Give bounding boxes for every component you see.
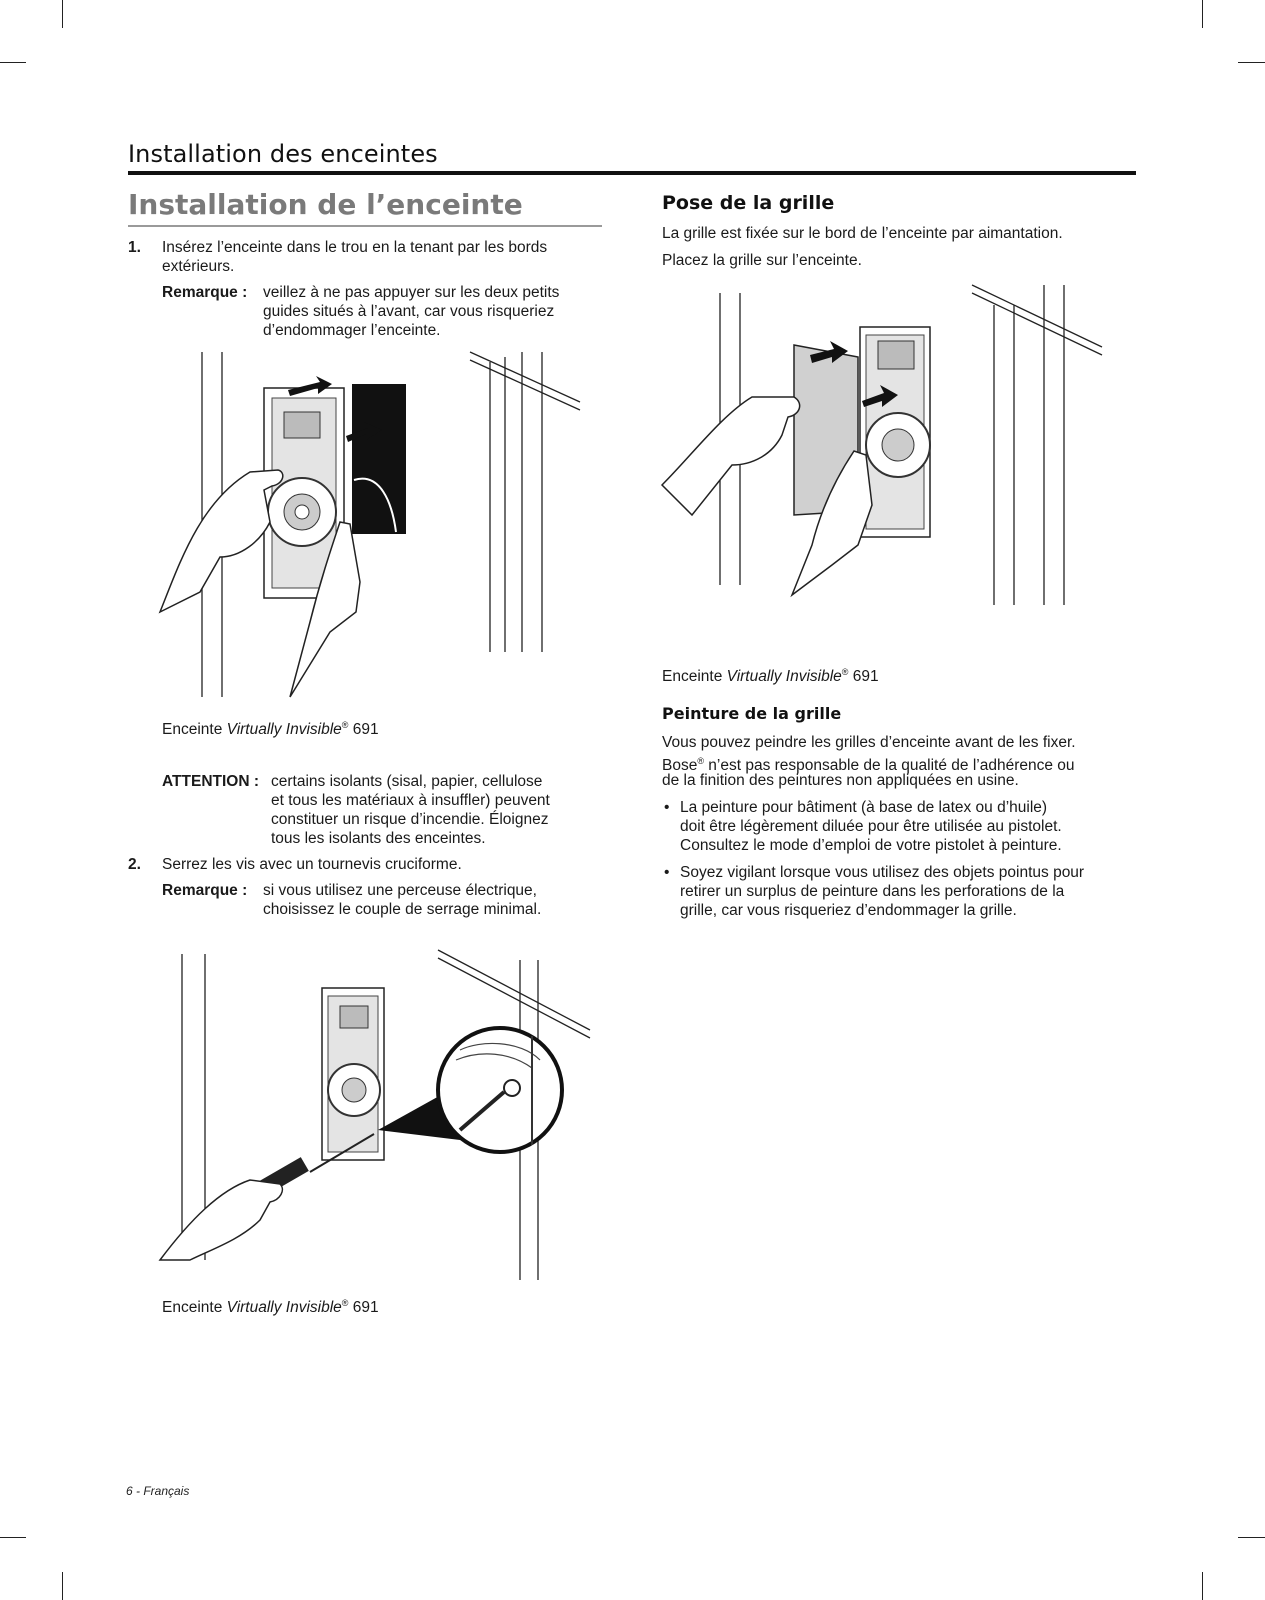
caption-prefix: Enceinte: [162, 1299, 227, 1317]
bullet-dot: •: [664, 864, 670, 881]
page-footer: 6 - Français: [126, 1484, 190, 1498]
step2-number: 2.: [128, 856, 141, 873]
caption-product-name: Virtually Invisible: [226, 721, 342, 739]
bullet-dot: •: [664, 799, 670, 816]
caption-suffix: 691: [348, 1299, 379, 1317]
grille-placement-illustration: [662, 285, 1102, 615]
crop-mark: [62, 0, 63, 28]
bullet1-line1: La peinture pour bâtiment (à base de latex ou d’huile): [680, 799, 1048, 816]
header-rule: [128, 171, 1136, 175]
section-header: Installation des enceintes: [128, 140, 438, 168]
caption-reg-mark: ®: [841, 667, 849, 677]
crop-mark: [1202, 1572, 1203, 1600]
step2-note-line1: si vous utilisez une perceuse électrique,: [263, 882, 537, 899]
paint-line2-reg-mark: ®: [697, 756, 704, 766]
step1-note-label: Remarque :: [162, 284, 248, 301]
bullet1-line2: doit être légèrement diluée pour être utilisée au pistolet.: [680, 818, 1062, 835]
caption-suffix: 691: [848, 668, 879, 686]
caption-reg-mark: ®: [341, 1298, 349, 1308]
attention-line2: et tous les matériaux à insuffler) peuvent: [271, 792, 550, 809]
paint-subtitle: Peinture de la grille: [662, 704, 842, 723]
step1-text-line2: extérieurs.: [162, 258, 235, 275]
caption-product-name: Virtually Invisible: [726, 668, 842, 686]
bullet2-line2: retirer un surplus de peinture dans les perforations de la: [680, 883, 1065, 900]
caption-prefix: Enceinte: [662, 668, 727, 686]
grille-line2: Placez la grille sur l’enceinte.: [662, 252, 862, 269]
crop-mark: [1238, 62, 1265, 63]
paint-line2-rest: n’est pas responsable de la qualité de l’adhérence ou: [703, 757, 1075, 775]
left-section-title: Installation de l’enceinte: [128, 188, 523, 221]
figure-caption: [162, 1298, 379, 1317]
speaker-insert-illustration: [160, 352, 580, 697]
step2-note-line2: choisissez le couple de serrage minimal.: [263, 901, 542, 918]
attention-line3: constituer un risque d’incendie. Éloignez: [271, 811, 549, 828]
step1-note-line1: veillez à ne pas appuyer sur les deux petits: [263, 284, 560, 301]
caption-reg-mark: ®: [341, 720, 349, 730]
paint-line1: Vous pouvez peindre les grilles d’enceinte avant de les fixer.: [662, 734, 1076, 751]
paint-line2-brand: Bose: [662, 757, 698, 775]
attention-label: ATTENTION :: [162, 773, 260, 790]
step2-note-label: Remarque :: [162, 882, 248, 899]
step1-note-line3: d’endommager l’enceinte.: [263, 322, 441, 339]
crop-mark: [0, 62, 26, 63]
step1-note-line2: guides situés à l’avant, car vous risqueriez: [263, 303, 555, 320]
step2-text: Serrez les vis avec un tournevis cruciforme.: [162, 856, 462, 873]
step1-number: 1.: [128, 239, 141, 256]
crop-mark: [1238, 1537, 1265, 1538]
attention-line4: tous les isolants des enceintes.: [271, 830, 486, 847]
crop-mark: [0, 1537, 26, 1538]
attention-line1: certains isolants (sisal, papier, cellulose: [271, 773, 543, 790]
step1-text-line1: Insérez l’enceinte dans le trou en la tenant par les bords: [162, 239, 548, 256]
grille-line1: La grille est fixée sur le bord de l’enceinte par aimantation.: [662, 225, 1063, 242]
bullet2-line3: grille, car vous risqueriez d’endommager la grille.: [680, 902, 1017, 919]
figure-caption: [162, 720, 379, 739]
paint-line3: de la finition des peintures non appliquées en usine.: [662, 772, 1019, 789]
bullet2-line1: Soyez vigilant lorsque vous utilisez des objets pointus pour: [680, 864, 1085, 881]
caption-suffix: 691: [348, 721, 379, 739]
caption-product-name: Virtually Invisible: [226, 1299, 342, 1317]
figure-caption: [662, 667, 879, 686]
right-section-title: Pose de la grille: [662, 192, 835, 214]
crop-mark: [62, 1572, 63, 1600]
screwdriver-illustration: [160, 940, 590, 1280]
crop-mark: [1202, 0, 1203, 28]
caption-prefix: Enceinte: [162, 721, 227, 739]
left-title-rule: [128, 225, 602, 227]
bullet1-line3: Consultez le mode d’emploi de votre pistolet à peinture.: [680, 837, 1062, 854]
